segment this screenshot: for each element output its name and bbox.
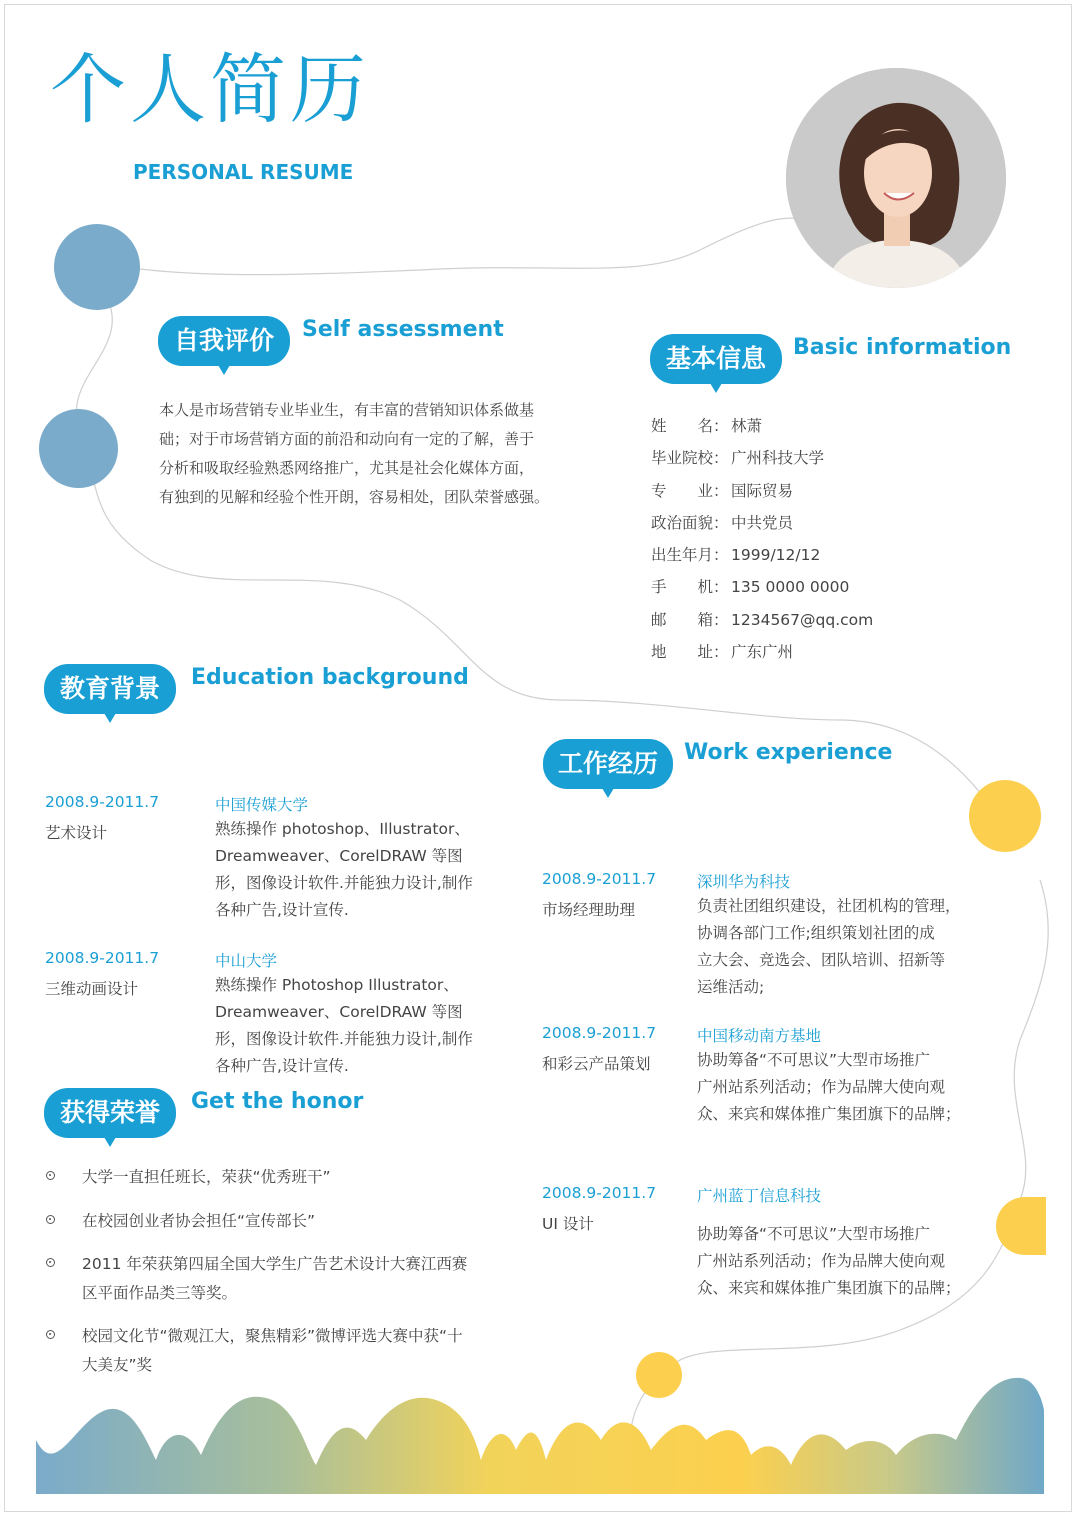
bullet-icon — [46, 1330, 55, 1339]
honor-heading: 获得荣誉 — [44, 1088, 176, 1138]
work-heading-en: Work experience — [684, 740, 893, 765]
work-role: 市场经理助理 — [542, 901, 636, 919]
work-desc: 负责社团组织建设，社团机构的管理， 协调各部门工作;组织策划社团的成 立大会、竞选会、团队培训、招新等 运维活动; — [697, 897, 961, 996]
work-desc: 协助筹备“不可思议”大型市场推广 广州站系列活动；作为品牌大使向观 众、来宾和媒体推广集团旗下的品牌； — [697, 1225, 961, 1297]
page-title: 个人简历 — [50, 45, 370, 134]
honor-item: 2011 年荣获第四届全国大学生广告艺术设计大赛江西赛 区平面作品类三等奖。 — [46, 1250, 516, 1308]
profile-photo — [786, 68, 1006, 288]
honor-item: 大学一直担任班长，荣获“优秀班干” — [46, 1163, 506, 1192]
work-company: 广州蓝丁信息科技 — [697, 1187, 822, 1205]
yellow-circle-decoration — [996, 1197, 1046, 1255]
work-date: 2008.9-2011.7 — [542, 870, 657, 888]
edu-school: 中山大学 — [215, 952, 278, 970]
info-row-address: 地 址： 广东广州 — [651, 643, 794, 661]
basic-info-heading-en: Basic information — [793, 335, 1012, 360]
edu-desc: 熟练操作 Photoshop Illustrator、 Dreamweaver、CorelDRAW 等图 形，图像设计软件.并能独力设计,制作 各种广告,设计宣传. — [215, 976, 473, 1075]
edu-major: 三维动画设计 — [45, 980, 139, 998]
page-subtitle: PERSONAL RESUME — [133, 160, 354, 184]
info-row-major: 专 业： 国际贸易 — [651, 482, 794, 500]
work-role: 和彩云产品策划 — [542, 1055, 651, 1073]
info-row-phone: 手 机： 135 0000 0000 — [651, 578, 850, 596]
edu-date: 2008.9-2011.7 — [45, 793, 160, 811]
work-company: 中国移动南方基地 — [697, 1027, 822, 1045]
info-row-birth: 出生年月： 1999/12/12 — [651, 546, 821, 564]
work-date: 2008.9-2011.7 — [542, 1024, 657, 1042]
basic-info-heading: 基本信息 — [650, 334, 782, 384]
edu-school: 中国传媒大学 — [215, 796, 309, 814]
honor-item: 在校园创业者协会担任“宣传部长” — [46, 1207, 506, 1236]
info-row-email: 邮 箱： 1234567@qq.com — [651, 611, 874, 629]
work-desc: 协助筹备“不可思议”大型市场推广 广州站系列活动；作为品牌大使向观 众、来宾和媒体推广集团旗下的品牌； — [697, 1051, 961, 1123]
work-heading: 工作经历 — [543, 739, 673, 789]
bottom-hills-decoration — [36, 1370, 1044, 1494]
blue-circle-decoration — [39, 409, 118, 488]
honor-item: 校园文化节“微观江大，聚焦精彩”微博评选大赛中获“十 大美友”奖 — [46, 1322, 516, 1380]
work-role: UI 设计 — [542, 1215, 594, 1233]
self-assessment-text: 本人是市场营销专业毕业生，有丰富的营销知识体系做基 础；对于市场营销方面的前沿和动向有一定的了解，善于 分析和吸取经验熟悉网络推广，尤其是社会化媒体方面， 有独到的见解和经验个性开朗，容易相处，团队荣誉感强。 — [159, 401, 550, 506]
work-date: 2008.9-2011.7 — [542, 1184, 657, 1202]
honor-heading-en: Get the honor — [191, 1089, 364, 1114]
bullet-icon — [46, 1215, 55, 1224]
bullet-icon — [46, 1258, 55, 1267]
self-assessment-heading: 自我评价 — [158, 316, 290, 366]
info-row-school: 毕业院校： 广州科技大学 — [651, 449, 825, 467]
education-heading: 教育背景 — [44, 664, 176, 714]
self-assessment-heading-en: Self assessment — [302, 317, 504, 342]
info-row-name: 姓 名： 林萧 — [651, 417, 763, 435]
yellow-circle-decoration — [969, 780, 1041, 852]
work-company: 深圳华为科技 — [697, 873, 791, 891]
info-row-politics: 政治面貌： 中共党员 — [651, 514, 794, 532]
edu-date: 2008.9-2011.7 — [45, 949, 160, 967]
education-heading-en: Education background — [191, 665, 469, 690]
blue-circle-decoration — [54, 224, 140, 310]
edu-desc: 熟练操作 photoshop、Illustrator、 Dreamweaver、CorelDRAW 等图 形，图像设计软件.并能独力设计,制作 各种广告,设计宣传. — [215, 820, 473, 919]
person-icon — [786, 68, 1006, 288]
edu-major: 艺术设计 — [45, 824, 108, 842]
bullet-icon — [46, 1171, 55, 1180]
